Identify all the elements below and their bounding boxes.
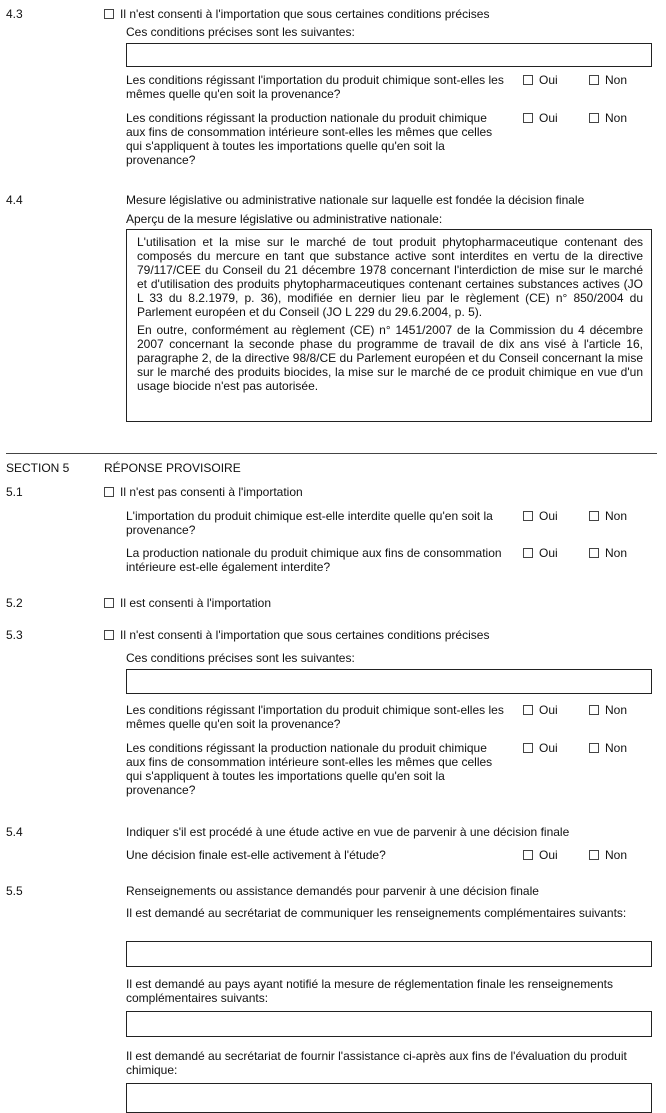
checkbox[interactable]: [589, 75, 599, 85]
measure-paragraph: En outre, conformément au règlement (CE) n° 1451/2007 de la Commission du 4 décembre 2007 concernant la seconde phase du programme de travail de dix ans visé à l'article 16, paragraphe 2, de la directive 98/8/CE du Parlement européen et du Conseil concernant la mise sur le marché des produits biocides, la mise sur le marché de ce produit chimique en vue d'un usage biocide n'est pas autorisée.: [137, 323, 643, 393]
non-option[interactable]: Non: [589, 703, 627, 717]
conditions-label: Ces conditions précises sont les suivantes:: [126, 651, 355, 665]
non-option[interactable]: Non: [589, 546, 627, 560]
section-heading: Renseignements ou assistance demandés pour parvenir à une décision finale: [126, 884, 539, 898]
option-no-import[interactable]: [104, 485, 303, 499]
non-option[interactable]: Non: [589, 509, 627, 523]
checkbox[interactable]: [104, 630, 114, 640]
checkbox[interactable]: [523, 705, 533, 715]
non-option[interactable]: Non: [589, 73, 627, 87]
checkbox[interactable]: [523, 850, 533, 860]
section-heading: Indiquer s'il est procédé à une étude active en vue de parvenir à une décision finale: [126, 825, 570, 839]
request-field-notifying-country[interactable]: [126, 1011, 652, 1037]
oui-option[interactable]: Oui: [523, 73, 558, 87]
checkbox[interactable]: [104, 9, 114, 19]
oui-option[interactable]: Oui: [523, 509, 558, 523]
request-field-secretariat-info[interactable]: [126, 941, 652, 967]
option-label: Il n'est consenti à l'importation que sous certaines conditions précises: [120, 628, 490, 642]
checkbox[interactable]: [523, 511, 533, 521]
option-label: Il n'est consenti à l'importation que sous certaines conditions précises: [120, 7, 490, 21]
checkbox[interactable]: [589, 743, 599, 753]
request-label: Il est demandé au pays ayant notifié la mesure de réglementation finale les renseignements complémentaires suivants:: [126, 977, 613, 1005]
checkbox[interactable]: [589, 548, 599, 558]
checkbox[interactable]: [589, 850, 599, 860]
section-number: 5.3: [6, 628, 23, 642]
checkbox[interactable]: [589, 705, 599, 715]
question-text: Les conditions régissant la production nationale du produit chimique aux fins de consommation intérieure sont-elles les mêmes que celles qui s'appliquent à toutes les importations quelle qu'en soit la provenance?: [126, 741, 493, 797]
apercu-label: Aperçu de la mesure législative ou administrative nationale:: [126, 212, 443, 226]
request-label: Il est demandé au secrétariat de communiquer les renseignements complémentaires suivants:: [126, 906, 627, 920]
checkbox[interactable]: [523, 75, 533, 85]
measure-paragraph: L'utilisation et la mise sur le marché de tout produit phytopharmaceutique contenant des composés du mercure en tant que substance active sont interdites en vertu de la directive 79/117/CEE du Conseil du 21 décembre 1978 concernant l'interdiction de mise sur le marché et d'utilisation des produits phytopharmaceutiques contenant certaines substances actives (JO L 33 du 8.2.1979, p. 36), modifiée en dernier lieu par le règlement (CE) n° 850/2004 du Parlement européen et du Conseil (JO L 229 du 29.6.2004, p. 5).: [137, 235, 643, 319]
section-number: 5.4: [6, 825, 23, 839]
checkbox[interactable]: [523, 113, 533, 123]
oui-option[interactable]: Oui: [523, 741, 558, 755]
conditions-field[interactable]: [126, 669, 652, 694]
option-import-allowed[interactable]: [104, 596, 271, 610]
section-number: 5.1: [6, 485, 23, 499]
question-text: Une décision finale est-elle activement à l'étude?: [126, 848, 386, 862]
request-field-assistance[interactable]: [126, 1083, 652, 1113]
oui-option[interactable]: Oui: [523, 111, 558, 125]
non-option[interactable]: Non: [589, 741, 627, 755]
question-text: Les conditions régissant la production nationale du produit chimique aux fins de consommation intérieure sont-elles les mêmes que celles qui s'appliquent à toutes les importations quelle qu'en soit la provenance?: [126, 111, 493, 167]
checkbox[interactable]: [523, 743, 533, 753]
request-label: Il est demandé au secrétariat de fournir l'assistance ci-après aux fins de l'évaluation du produit chimique:: [126, 1049, 627, 1077]
checkbox[interactable]: [104, 487, 114, 497]
checkbox[interactable]: [589, 113, 599, 123]
non-option[interactable]: Non: [589, 111, 627, 125]
section-label: SECTION 5: [6, 461, 70, 475]
section-number: 5.5: [6, 884, 23, 898]
non-option[interactable]: Non: [589, 848, 627, 862]
section-heading: Mesure législative ou administrative nationale sur laquelle est fondée la décision finale: [126, 193, 585, 207]
oui-option[interactable]: Oui: [523, 703, 558, 717]
option-label: Il n'est pas consenti à l'importation: [120, 485, 303, 499]
conditions-field[interactable]: [126, 43, 652, 67]
question-text: L'importation du produit chimique est-elle interdite quelle qu'en soit la provenance?: [126, 509, 493, 537]
question-text: Les conditions régissant l'importation du produit chimique sont-elles les mêmes quelle qu'en soit la provenance?: [126, 703, 504, 731]
section-number: 4.3: [6, 7, 23, 21]
section-number: 4.4: [6, 193, 23, 207]
checkbox[interactable]: [523, 548, 533, 558]
checkbox[interactable]: [104, 598, 114, 608]
option-label: Il est consenti à l'importation: [120, 596, 272, 610]
question-text: La production nationale du produit chimique aux fins de consommation intérieure est-elle également interdite?: [126, 546, 502, 574]
checkbox[interactable]: [589, 511, 599, 521]
oui-option[interactable]: Oui: [523, 546, 558, 560]
section-divider: [6, 453, 657, 454]
conditions-label: Ces conditions précises sont les suivantes:: [126, 25, 355, 39]
option-conditional-import[interactable]: [104, 7, 489, 21]
question-text: Les conditions régissant l'importation du produit chimique sont-elles les mêmes quelle qu'en soit la provenance?: [126, 73, 504, 101]
measure-summary-box: [126, 229, 652, 422]
section-title: RÉPONSE PROVISOIRE: [104, 461, 241, 475]
oui-option[interactable]: Oui: [523, 848, 558, 862]
section-number: 5.2: [6, 596, 23, 610]
option-conditional-import[interactable]: [104, 628, 489, 642]
